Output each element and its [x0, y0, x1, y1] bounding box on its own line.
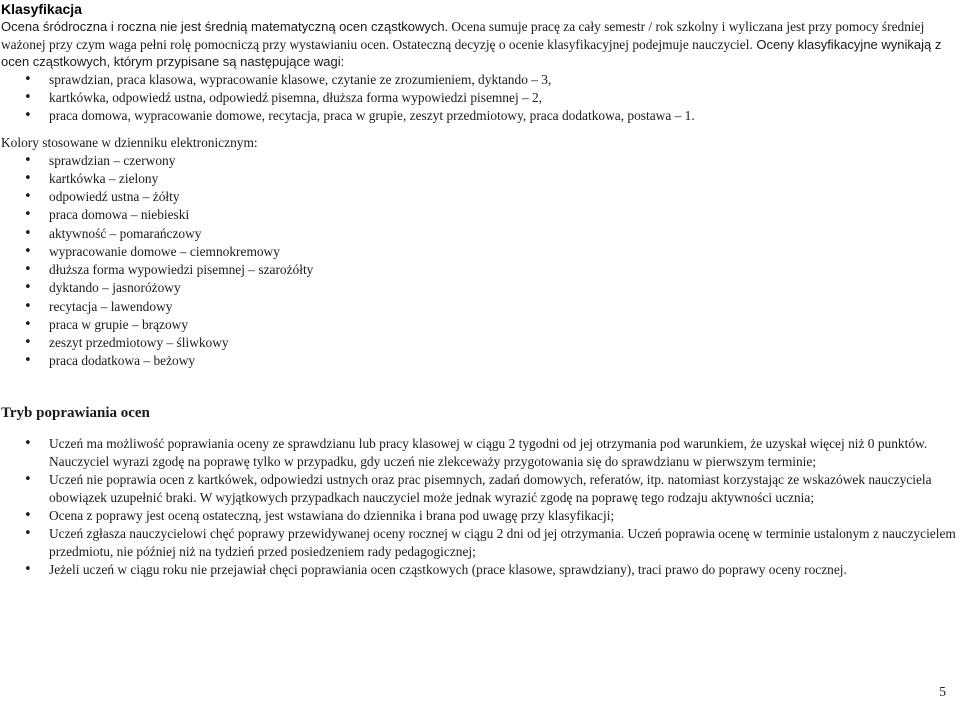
color-item: • kartkówka – zielony — [1, 170, 957, 188]
color-item: • odpowiedź ustna – żółty — [1, 188, 957, 206]
weight-item: • sprawdzian, praca klasowa, wypracowanie klasowe, czytanie ze zrozumieniem, dyktando – 3, — [1, 71, 957, 89]
intro-paragraph — [1, 18, 957, 71]
color-item: • zeszyt przedmiotowy – śliwkowy — [1, 334, 957, 352]
intro-text-c: Ostateczną decyzję o ocenie klasyfikacyjnej podejmuje nauczyciel. — [389, 36, 753, 52]
rule-item: • Uczeń zgłasza nauczycielowi chęć poprawy przewidywanej oceny rocznej w ciągu 2 dni od jej otrzymania. Uczeń poprawia ocenę w terminie ustalonym z nauczycielem przedmiotu, nie później niż na tydzień przed posiedzeniem rady pedagogicznej; — [1, 525, 957, 561]
color-item: • recytacja – lawendowy — [1, 298, 957, 316]
rule-item: • Uczeń nie poprawia ocen z kartkówek, odpowiedzi ustnych oraz prac pisemnych, zadań domowych, referatów, itp. natomiast korzystając ze wskazówek nauczyciela obowiązek uzupełnić braki. W wyjątkowych przypadkach nauczyciel może jednak wyrazić zgodę na poprawę tego rodzaju aktywności ucznia; — [1, 471, 957, 507]
rule-item: • Uczeń ma możliwość poprawiania oceny ze sprawdzianu lub pracy klasowej w ciągu 2 tygodni od jej otrzymania pod warunkiem, że uzyskał więcej niż 0 punktów. Nauczyciel wyrazi zgodę na poprawę tylko w przypadku, gdy uczeń nie zlekceważy przygotowania się do sprawdzianu w pierwszym terminie; — [1, 435, 957, 471]
document-page — [1, 0, 957, 579]
page-number: 5 — [939, 684, 946, 699]
section-title-klasyfikacja: Klasyfikacja — [1, 1, 82, 17]
color-item: • praca dodatkowa – beżowy — [1, 352, 957, 370]
weight-item: • praca domowa, wypracowanie domowe, recytacja, praca w grupie, zeszyt przedmiotowy, praca dodatkowa, postawa – 1. — [1, 107, 957, 125]
color-item: • sprawdzian – czerwony — [1, 152, 957, 170]
color-item: • praca domowa – niebieski — [1, 206, 957, 224]
intro-text-a: Ocena śródroczna i roczna nie jest średnią matematyczną ocen cząstkowych — [1, 19, 445, 34]
intro-text-b: . Ocena sumuje pracę za cały semestr / rok szkolny i wyliczana jest przy pomocy średniej ważonej przy czym waga pełni rolę pomocniczą przy wystawianiu ocen. — [1, 19, 925, 52]
rules-list — [1, 435, 957, 579]
section-title-tryb-poprawiania: Tryb poprawiania ocen — [1, 404, 150, 421]
color-item: • wypracowanie domowe – ciemnokremowy — [1, 243, 957, 261]
colors-list — [1, 152, 957, 371]
weight-item: • kartkówka, odpowiedź ustna, odpowiedź pisemna, dłuższa forma wypowiedzi pisemnej – 2, — [1, 89, 957, 107]
weights-list — [1, 71, 957, 125]
intro-text-d: Oceny klasyfikacyjne wynikają z ocen cząstkowych, którym przypisane są następujące wagi: — [1, 36, 942, 69]
color-item: • dyktando – jasnoróżowy — [1, 279, 957, 297]
colors-heading: Kolory stosowane w dzienniku elektronicznym: — [1, 134, 258, 150]
color-item: • dłuższa forma wypowiedzi pisemnej – szarożółty — [1, 261, 957, 279]
rule-item: • Ocena z poprawy jest oceną ostateczną, jest wstawiana do dziennika i brana pod uwagę przy klasyfikacji; — [1, 507, 957, 525]
color-item: • aktywność – pomarańczowy — [1, 225, 957, 243]
rule-item: • Jeżeli uczeń w ciągu roku nie przejawiał chęci poprawiania ocen cząstkowych (prace klasowe, sprawdziany), traci prawo do poprawy oceny rocznej. — [1, 561, 957, 579]
color-item: • praca w grupie – brązowy — [1, 316, 957, 334]
